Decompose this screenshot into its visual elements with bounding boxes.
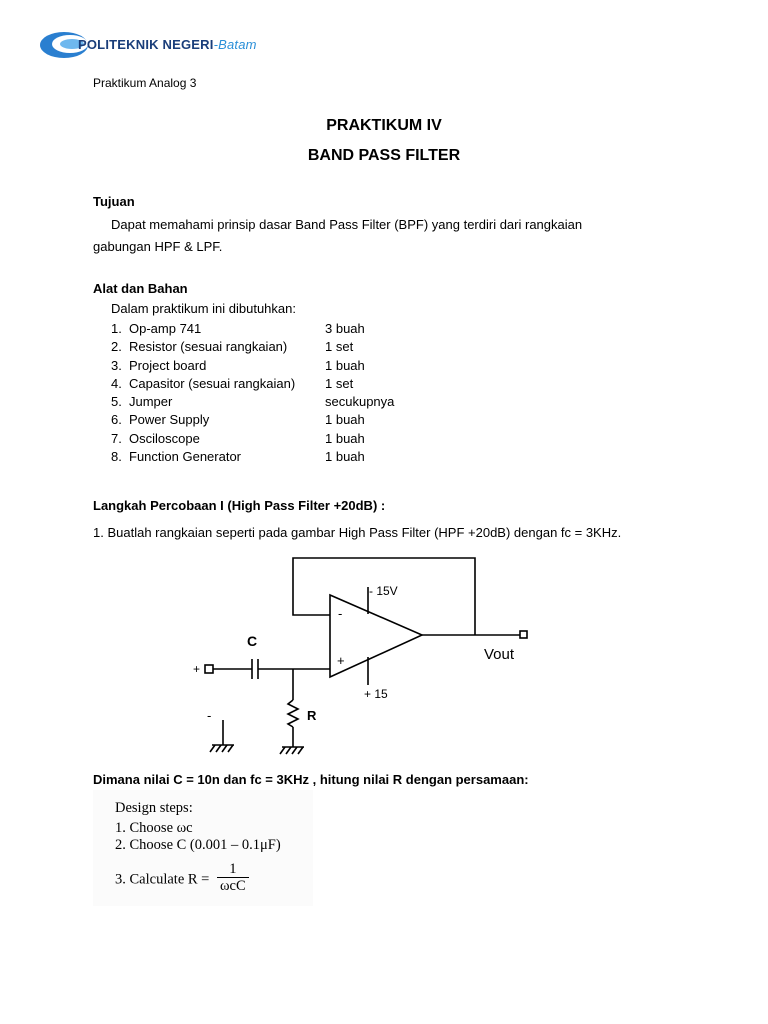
list-item <box>111 411 431 429</box>
list-item <box>111 430 431 448</box>
tujuan-text-line2: gabungan HPF & LPF. <box>93 239 223 254</box>
list-item-number: 1. <box>111 321 122 336</box>
list-item-number: 6. <box>111 412 122 428</box>
list-item <box>111 448 431 466</box>
list-item <box>111 320 431 338</box>
design-step3-prefix: 3. Calculate R = <box>115 871 210 888</box>
logo-city-text: -Batam <box>213 37 257 52</box>
list-item-number: 4. <box>111 375 122 391</box>
page-subtitle: BAND PASS FILTER <box>307 147 461 164</box>
list-item-qty: 1 buah <box>325 357 365 373</box>
resistor-label: R <box>307 708 317 723</box>
list-item-name: Osciloscope <box>129 430 200 446</box>
section-alat-heading: Alat dan Bahan <box>93 281 188 296</box>
list-item-qty: 1 set <box>325 375 354 391</box>
list-item-name: Power Supply <box>129 412 210 428</box>
dimana-text: Dimana nilai C = 10n dan fc = 3KHz , hitung nilai R dengan persamaan: <box>93 772 529 787</box>
input-plus-label: + <box>193 662 201 676</box>
list-item-name: Jumper <box>129 394 173 410</box>
list-item <box>111 357 431 375</box>
vpos-label: + 15 <box>364 687 388 701</box>
list-item-name: Resistor (sesuai rangkaian) <box>129 339 288 355</box>
list-item <box>111 338 431 356</box>
logo-main-text: POLITEKNIK NEGERI <box>78 37 214 52</box>
resistor-symbol <box>288 700 298 727</box>
langkah-step1: 1. Buatlah rangkaian seperti pada gambar High Pass Filter (HPF +20dB) dengan fc = 3KHz. <box>93 525 622 540</box>
section-tujuan-heading: Tujuan <box>93 194 135 209</box>
list-item-number: 7. <box>111 430 122 446</box>
page-title: PRAKTIKUM IV <box>326 117 442 134</box>
capacitor-label: C <box>247 633 258 649</box>
list-item-qty: 1 buah <box>325 430 365 446</box>
alat-intro: Dalam praktikum ini dibutuhkan: <box>111 301 296 316</box>
design-step3 <box>115 861 249 896</box>
design-step2: 2. Choose C (0.001 – 0.1μF) <box>115 837 281 853</box>
vneg-label: - 15V <box>369 584 398 598</box>
input-minus-label: - <box>207 708 212 723</box>
list-item-number: 8. <box>111 449 122 465</box>
list-item-name: Function Generator <box>129 449 242 465</box>
list-item-qty: secukupnya <box>325 394 395 410</box>
formula-fraction <box>217 862 249 894</box>
formula-denominator: ωcC <box>219 878 246 894</box>
list-item-name: Project board <box>129 357 207 373</box>
list-item-number: 3. <box>111 357 122 373</box>
logo-text <box>78 37 257 52</box>
list-item-qty: 1 buah <box>325 449 365 465</box>
list-item-qty: 3 buah <box>325 321 365 336</box>
vout-label: Vout <box>484 646 515 663</box>
list-item-qty: 1 set <box>325 339 354 355</box>
output-terminal <box>520 631 527 638</box>
course-header: Praktikum Analog 3 <box>93 76 197 90</box>
equipment-list <box>111 320 431 466</box>
tujuan-text-line1: Dapat memahami prinsip dasar Band Pass Filter (BPF) yang terdiri dari rangkaian <box>111 217 583 232</box>
hpf-circuit-diagram <box>190 555 540 765</box>
list-item <box>111 393 431 411</box>
list-item-name: Capasitor (sesuai rangkaian) <box>129 375 296 391</box>
list-item-number: 2. <box>111 339 122 355</box>
non-inverting-label: + <box>337 653 345 668</box>
input-terminal <box>205 665 213 673</box>
design-title: Design steps: <box>115 800 193 816</box>
list-item-qty: 1 buah <box>325 412 365 428</box>
design-steps-box <box>93 790 313 906</box>
list-item-number: 5. <box>111 394 122 410</box>
design-step1: 1. Choose ωc <box>115 820 193 836</box>
section-langkah-heading: Langkah Percobaan I (High Pass Filter +20dB) : <box>93 498 386 513</box>
list-item <box>111 375 431 393</box>
inverting-label: - <box>338 606 343 621</box>
list-item-name: Op-amp 741 <box>129 321 202 336</box>
formula-numerator: 1 <box>217 862 249 878</box>
